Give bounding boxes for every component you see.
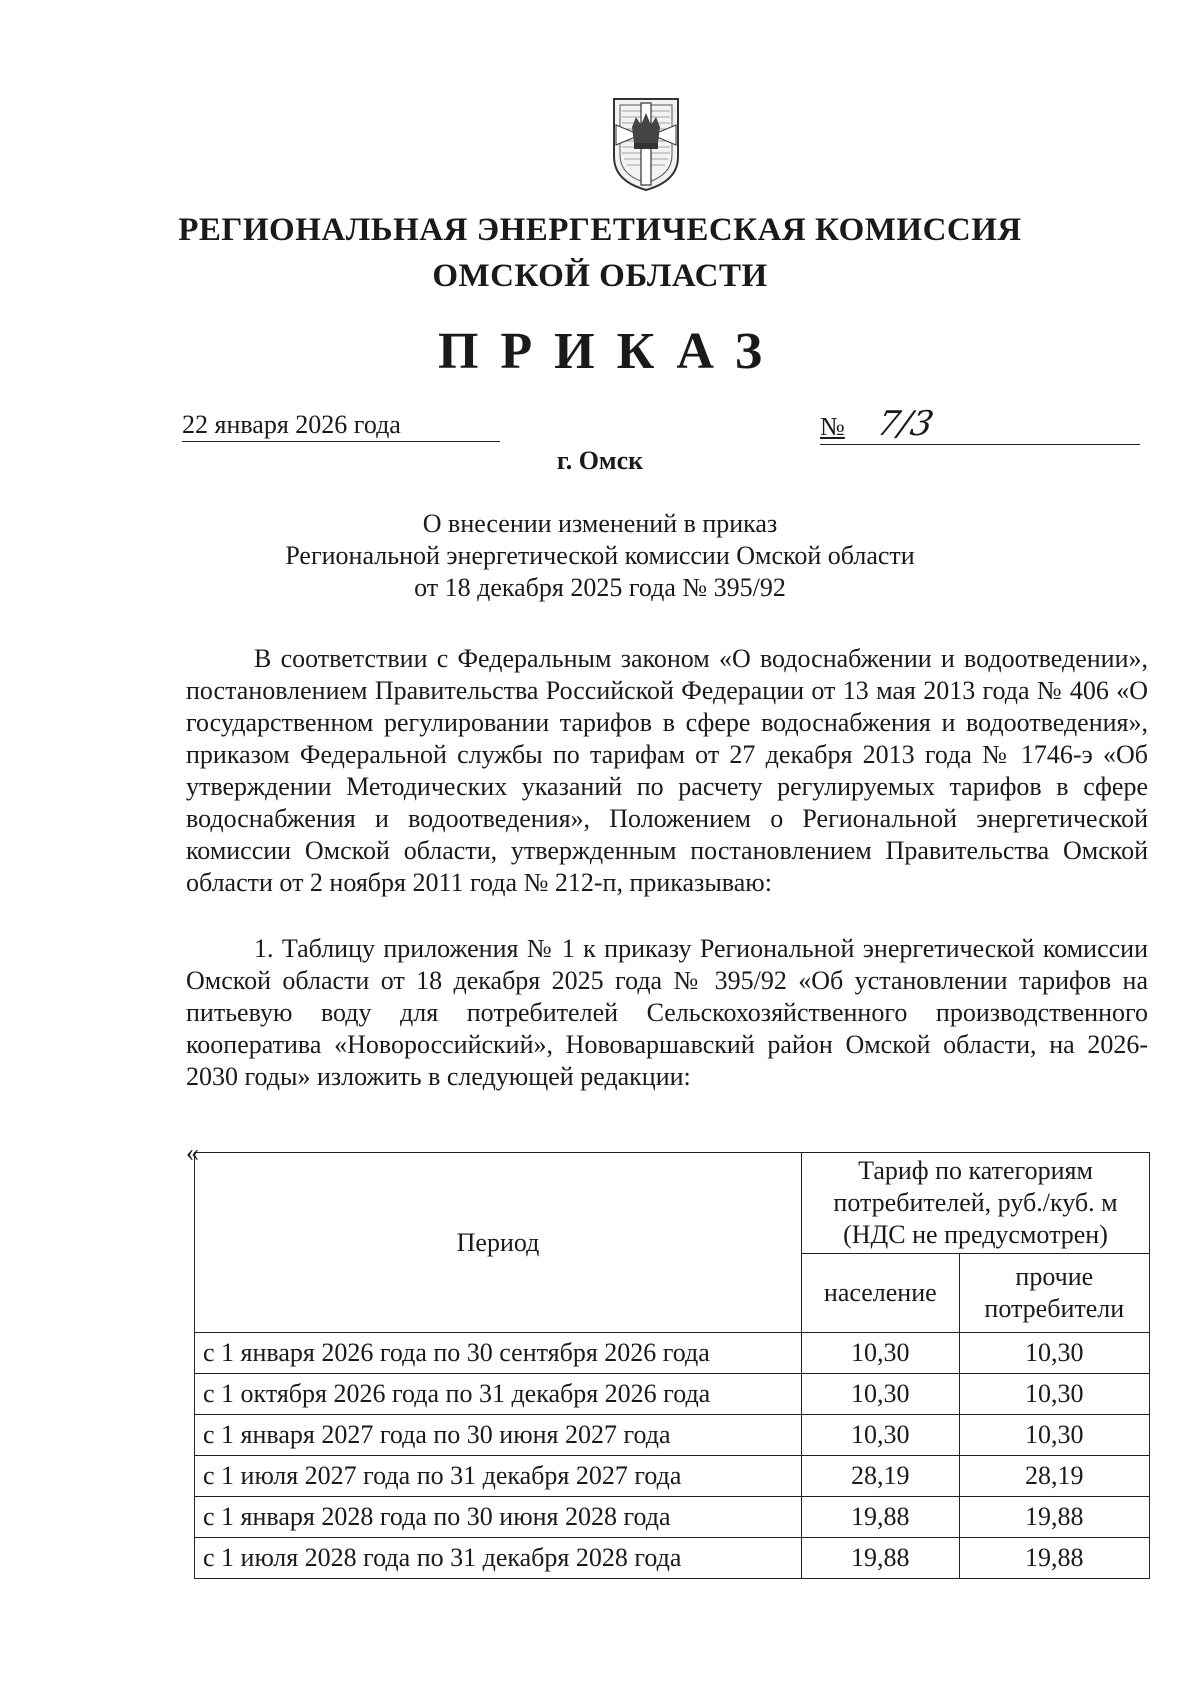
other-header-line2: потребители — [984, 1294, 1125, 1323]
preamble-paragraph: В соответствии с Федеральным законом «О водоснабжении и водоотведении», постановлением Правительства Российской Федерации от 13 мая 2013 года № 406 «О государственном регулировании тарифов в сфере водоснабжения и водоотведения», приказом Федеральной службы по тарифам от 27 декабря 2013 года № 1746-э «Об утверждении Методических указаний по расчету регулируемых тарифов в сфере водоснабжения и водоотведения», Положением о Региональной энергетической комиссии Омской области, утвержденным постановлением Правительства Омской области от 2 ноября 2011 года № 212-п, приказываю: — [186, 644, 1148, 897]
subject-line1: О внесении изменений в приказ — [422, 509, 778, 538]
other-tariff-cell: 10,30 — [959, 1415, 1149, 1456]
tariff-header-line1: Тариф по категориям — [858, 1156, 1093, 1185]
population-tariff-cell: 10,30 — [802, 1415, 960, 1456]
population-column-header: население — [802, 1254, 960, 1333]
period-cell: с 1 октября 2026 года по 31 декабря 2026 года — [195, 1374, 802, 1415]
number-sign: № — [820, 412, 845, 441]
population-tariff-cell: 10,30 — [802, 1333, 960, 1374]
other-tariff-cell: 19,88 — [959, 1497, 1149, 1538]
period-cell: с 1 января 2026 года по 30 сентября 2026 года — [195, 1333, 802, 1374]
tariff-table — [194, 1152, 1150, 1579]
tariff-column-header — [802, 1153, 1150, 1254]
period-cell: с 1 июля 2027 года по 31 декабря 2027 года — [195, 1456, 802, 1497]
population-tariff-cell: 19,88 — [802, 1497, 960, 1538]
subject-line2: Региональной энергетической комиссии Омской области — [285, 541, 915, 570]
tariff-header-line2: потребителей, руб./куб. м — [833, 1188, 1118, 1217]
item1-paragraph: 1. Таблицу приложения № 1 к приказу Региональной энергетической комиссии Омской области от 18 декабря 2025 года № 395/92 «Об установлении тарифов на питьевую воду для потребителей Сельскохозяйственного производственного кооператива «Новороссийский», Нововаршавский район Омской области, на 2026-2030 годы» изложить в следующей редакции: — [186, 934, 1148, 1091]
table-row — [195, 1333, 1150, 1374]
other-tariff-cell: 28,19 — [959, 1456, 1149, 1497]
population-tariff-cell: 10,30 — [802, 1374, 960, 1415]
table-header-row — [195, 1153, 1150, 1254]
order-date: 22 января 2026 года — [182, 410, 500, 442]
open-quote-mark: « — [186, 1138, 199, 1167]
population-tariff-cell: 19,88 — [802, 1538, 960, 1579]
organization-name-line2: ОМСКОЙ ОБЛАСТИ — [432, 258, 768, 294]
table-row — [195, 1497, 1150, 1538]
tariff-header-line3: (НДС не предусмотрен) — [843, 1220, 1108, 1249]
population-tariff-cell: 28,19 — [802, 1456, 960, 1497]
period-cell: с 1 января 2028 года по 30 июня 2028 года — [195, 1497, 802, 1538]
organization-name-line1: РЕГИОНАЛЬНАЯ ЭНЕРГЕТИЧЕСКАЯ КОМИССИЯ — [178, 212, 1022, 248]
city: г. Омск — [556, 446, 644, 475]
order-number-handwritten: 7/3 — [873, 404, 937, 444]
other-header-line1: прочие — [1015, 1262, 1094, 1291]
table-row — [195, 1538, 1150, 1579]
table-row — [195, 1415, 1150, 1456]
period-cell: с 1 января 2027 года по 30 июня 2027 года — [195, 1415, 802, 1456]
table-row — [195, 1374, 1150, 1415]
period-column-header: Период — [195, 1153, 802, 1333]
omsk-oblast-coat-of-arms-icon — [610, 95, 682, 193]
period-cell: с 1 июля 2028 года по 31 декабря 2028 года — [195, 1538, 802, 1579]
document-type-title: ПРИКАЗ — [437, 323, 785, 380]
order-number-field — [820, 404, 1140, 445]
subject-line3: от 18 декабря 2025 года № 395/92 — [414, 573, 786, 602]
table-row — [195, 1456, 1150, 1497]
other-tariff-cell: 10,30 — [959, 1333, 1149, 1374]
other-tariff-cell: 19,88 — [959, 1538, 1149, 1579]
other-tariff-cell: 10,30 — [959, 1374, 1149, 1415]
order-subject — [0, 508, 1200, 604]
other-consumers-column-header — [959, 1254, 1149, 1333]
